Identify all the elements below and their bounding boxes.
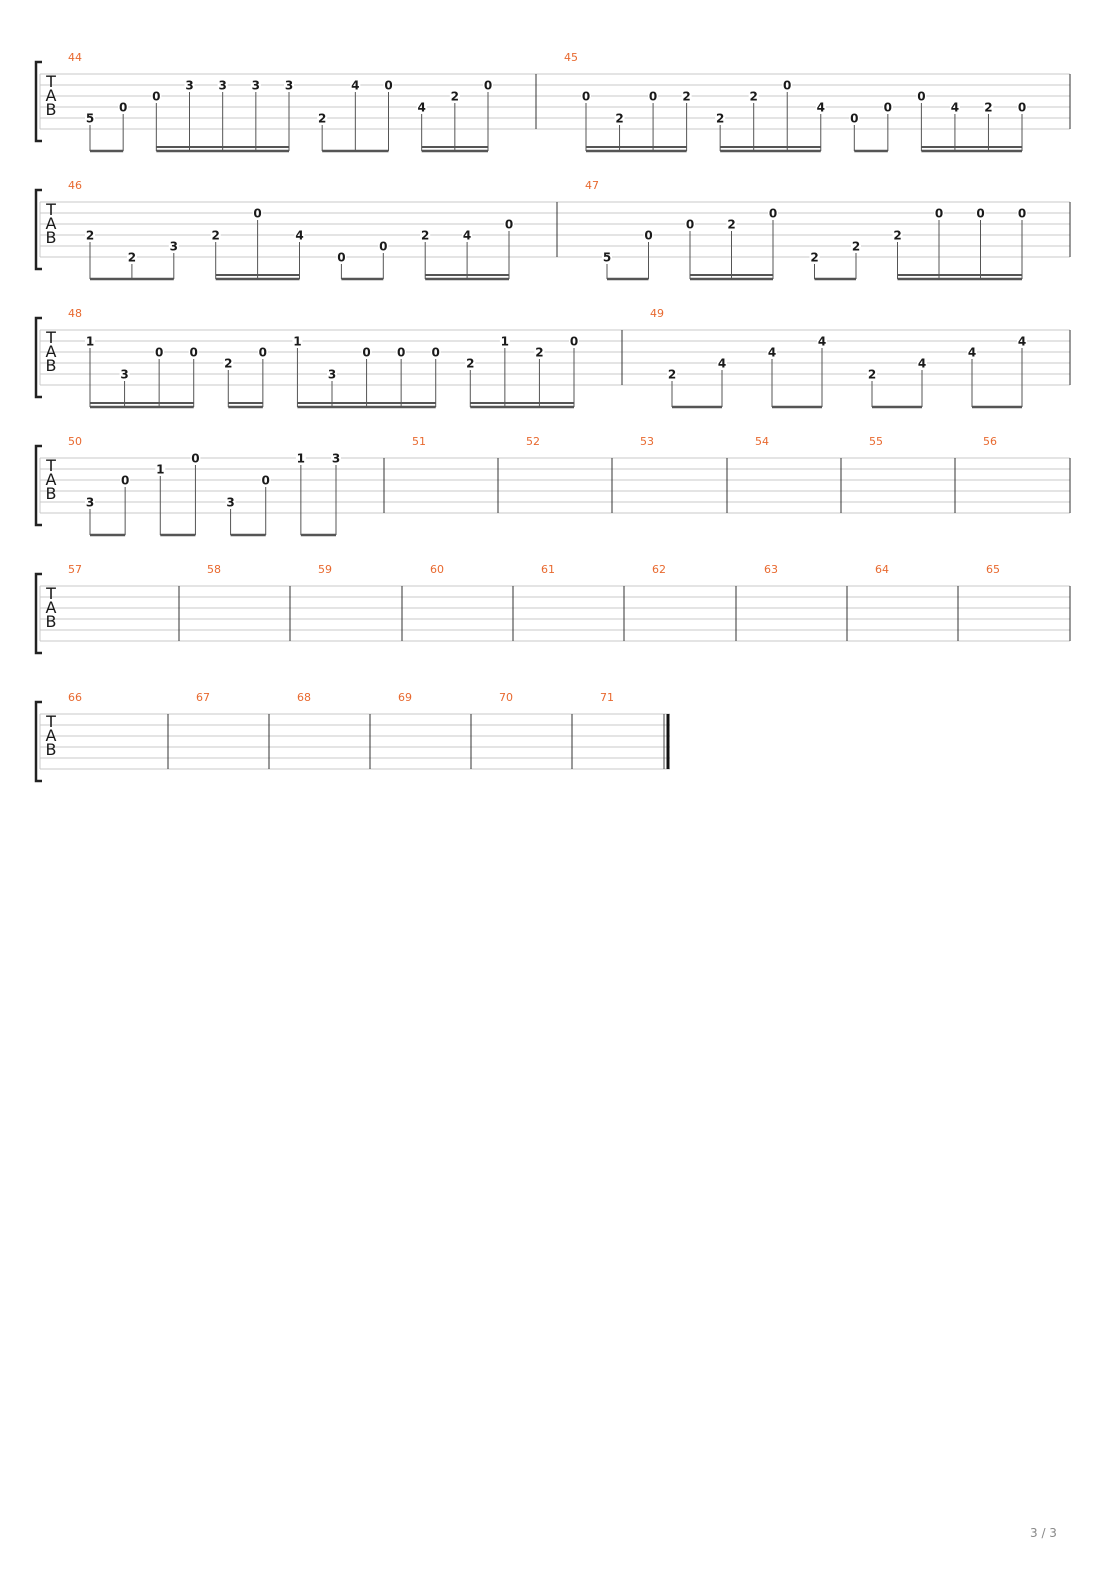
fret-number: 0 (1017, 206, 1027, 221)
measure-number: 63 (764, 563, 778, 576)
fret-number: 4 (1017, 334, 1027, 349)
measure-number: 64 (875, 563, 889, 576)
fret-number: 0 (934, 206, 944, 221)
fret-number: 0 (685, 217, 695, 232)
fret-number: 2 (466, 356, 475, 371)
fret-number: 5 (85, 111, 95, 126)
fret-number: 2 (984, 100, 993, 115)
tab-clef-letter: T (46, 328, 56, 347)
fret-number: 3 (284, 78, 294, 93)
fret-number: 3 (169, 239, 178, 254)
measure-number: 61 (541, 563, 555, 576)
fret-number: 2 (317, 111, 327, 126)
fret-number: 3 (331, 451, 341, 466)
fret-number: 1 (296, 451, 306, 466)
fret-number: 2 (749, 89, 758, 104)
measure-number: 52 (526, 435, 540, 448)
fret-number: 4 (816, 100, 825, 115)
fret-number: 2 (727, 217, 736, 232)
tab-clef-letter: T (46, 584, 56, 603)
tab-clef-letter: A (45, 214, 57, 233)
fret-number: 4 (817, 334, 827, 349)
fret-number: 3 (251, 78, 261, 93)
fret-number: 0 (883, 100, 893, 115)
tab-clef-letter: B (45, 612, 57, 631)
measure-number: 66 (68, 691, 82, 704)
measure-number: 56 (983, 435, 997, 448)
fret-number: 1 (156, 462, 165, 477)
fret-number: 0 (648, 89, 658, 104)
measure-number: 62 (652, 563, 666, 576)
tab-clef-letter: T (46, 72, 56, 91)
fret-number: 3 (185, 78, 194, 93)
fret-number: 0 (581, 89, 591, 104)
fret-number: 2 (450, 89, 460, 104)
fret-number: 4 (917, 356, 927, 371)
measure-number: 71 (600, 691, 614, 704)
measure-number: 58 (207, 563, 221, 576)
fret-number: 0 (569, 334, 579, 349)
tab-clef-letter: T (46, 456, 56, 475)
measure-number: 69 (398, 691, 412, 704)
fret-number: 0 (431, 345, 440, 360)
fret-number: 4 (351, 78, 360, 93)
tab-clef-letter: T (46, 712, 56, 731)
fret-number: 0 (917, 89, 926, 104)
fret-number: 4 (767, 345, 777, 360)
tab-clef-letter: B (45, 100, 57, 119)
fret-number: 2 (224, 356, 233, 371)
tab-clef-letter: A (45, 598, 57, 617)
fret-number: 4 (417, 100, 426, 115)
fret-number: 0 (504, 217, 514, 232)
tab-clef-letter: A (45, 86, 57, 105)
measure-number: 70 (499, 691, 513, 704)
fret-number: 2 (810, 250, 819, 265)
tab-clef-letter: B (45, 484, 57, 503)
fret-number: 0 (152, 89, 161, 104)
fret-number: 3 (85, 495, 95, 510)
fret-number: 0 (768, 206, 778, 221)
fret-number: 2 (715, 111, 725, 126)
measure-number: 68 (297, 691, 311, 704)
measure-number: 51 (412, 435, 426, 448)
measure-number: 46 (68, 179, 82, 192)
fret-number: 0 (154, 345, 164, 360)
measure-number: 50 (68, 435, 82, 448)
measure-number: 67 (196, 691, 210, 704)
fret-number: 0 (384, 78, 393, 93)
fret-number: 5 (602, 250, 612, 265)
measure-number: 57 (68, 563, 82, 576)
fret-number: 4 (295, 228, 304, 243)
tab-clef-letter: B (45, 740, 57, 759)
fret-number: 0 (483, 78, 493, 93)
fret-number: 3 (218, 78, 227, 93)
tab-clef-letter: B (45, 228, 57, 247)
fret-number: 2 (535, 345, 544, 360)
measure-number: 53 (640, 435, 654, 448)
fret-number: 1 (500, 334, 510, 349)
fret-number: 2 (85, 228, 95, 243)
measure-number: 47 (585, 179, 599, 192)
fret-number: 2 (893, 228, 902, 243)
fret-number: 0 (261, 473, 270, 488)
fret-number: 4 (717, 356, 727, 371)
fret-number: 0 (337, 250, 346, 265)
fret-number: 0 (379, 239, 388, 254)
measure-number: 49 (650, 307, 664, 320)
fret-number: 1 (85, 334, 95, 349)
measure-number: 45 (564, 51, 578, 64)
fret-number: 0 (1017, 100, 1027, 115)
fret-number: 3 (327, 367, 337, 382)
fret-number: 2 (127, 250, 137, 265)
fret-number: 4 (950, 100, 960, 115)
fret-number: 2 (867, 367, 877, 382)
fret-number: 0 (189, 345, 198, 360)
fret-number: 0 (362, 345, 371, 360)
fret-number: 0 (644, 228, 653, 243)
fret-number: 0 (191, 451, 200, 466)
fret-number: 4 (462, 228, 472, 243)
fret-number: 0 (396, 345, 406, 360)
fret-number: 2 (682, 89, 691, 104)
measure-number: 48 (68, 307, 82, 320)
measure-number: 55 (869, 435, 883, 448)
measure-number: 54 (755, 435, 769, 448)
fret-number: 2 (421, 228, 430, 243)
measure-number: 44 (68, 51, 82, 64)
fret-number: 3 (226, 495, 235, 510)
measure-number: 65 (986, 563, 1000, 576)
tab-clef-letter: A (45, 470, 57, 489)
fret-number: 0 (118, 100, 128, 115)
fret-number: 0 (976, 206, 985, 221)
fret-number: 1 (293, 334, 302, 349)
fret-number: 4 (967, 345, 977, 360)
tab-clef-letter: B (45, 356, 57, 375)
fret-number: 0 (253, 206, 262, 221)
fret-number: 0 (258, 345, 268, 360)
measure-number: 59 (318, 563, 332, 576)
measure-number: 60 (430, 563, 444, 576)
fret-number: 0 (783, 78, 792, 93)
page-number: 3 / 3 (1030, 1526, 1057, 1540)
tab-clef-letter: A (45, 342, 57, 361)
fret-number: 0 (120, 473, 130, 488)
fret-number: 2 (667, 367, 677, 382)
tab-clef-letter: T (46, 200, 56, 219)
fret-number: 3 (120, 367, 129, 382)
fret-number: 2 (211, 228, 220, 243)
fret-number: 2 (615, 111, 624, 126)
fret-number: 0 (850, 111, 859, 126)
fret-number: 2 (851, 239, 861, 254)
tab-clef-letter: A (45, 726, 57, 745)
